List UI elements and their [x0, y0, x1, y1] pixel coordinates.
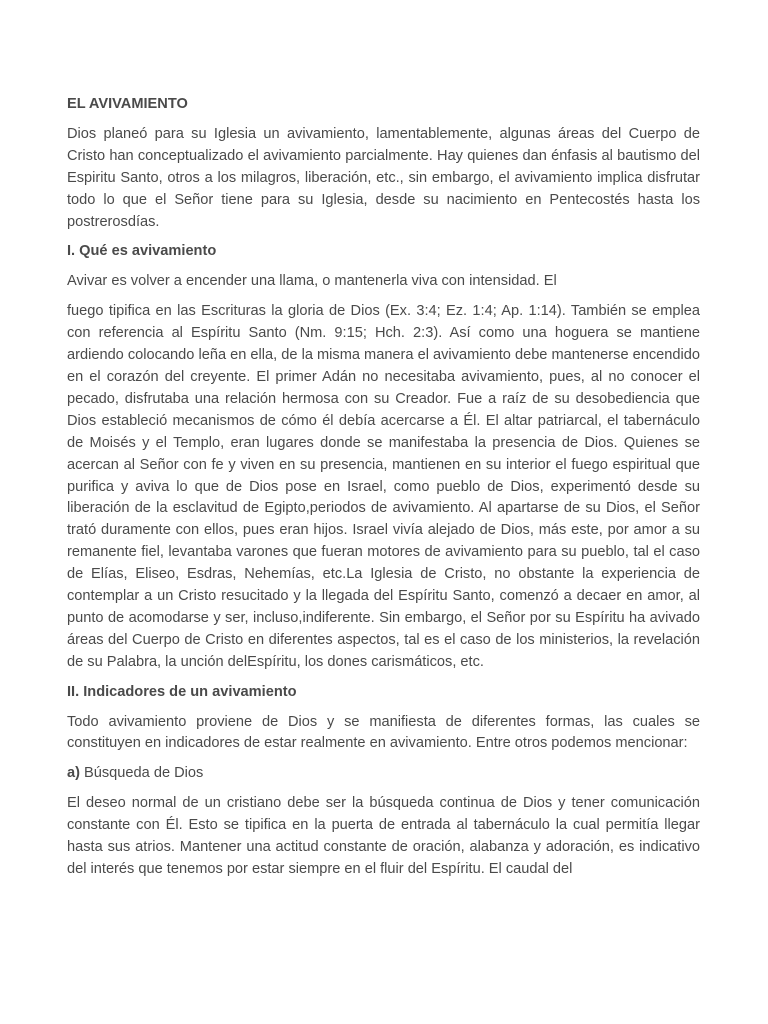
document-title: EL AVIVAMIENTO [67, 96, 188, 112]
section-1-paragraph-1: Avivar es volver a encender una llama, o mantenerla viva con intensidad. El [67, 273, 557, 290]
section-1-paragraph-2: fuego tipifica en las Escrituras la gloria de Dios (Ex. 3:4; Ez. 1:4; Ap. 1:14). También se emplea con referencia al Espíritu Santo (Nm. 9:15; Hch. 2:3). Así como una hoguera se mantiene ardiendo colocando leña en ella, de la misma manera el avivamiento debe mantenerse encendido en el corazón del creyente. El primer Adán no necesitaba avivamiento, pues, al no conocer el pecado, disfrutaba una relación hermosa con su Creador. Fue a raíz de su desobediencia que Dios estableció mecanismos de cómo él debía acercarse a Él. El altar patriarcal, el tabernáculo de Moisés y el Templo, eran lugares donde se manifestaba la presencia de Dios. Quienes se acercan al Señor con fe y viven en su presencia, mantienen en su interior el fuego espiritual que purifica y aviva lo que de Dios pose en Israel, como pueblo de Dios, experimentó desde su liberación de la esclavitud de Egipto,periodos de avivamiento. Al apartarse de su Dios, el Señor trató duramente con ellos, pues eran hijos. Israel vivía alejado de Dios, más este, por amor a su remanente fiel, levantaba varones que fueran motores de avivamiento para su pueblo, tal el caso de Elías, Eliseo, Esdras, Nehemías, etc.La Iglesia de Cristo, no obstante la experiencia de contemplar a un Cristo resucitado y la llegada del Espíritu Santo, comenzó a decaer en amor, al punto de acomodarse y ser, incluso,indiferente. Sin embargo, el Señor por su Espíritu ha avivado áreas del Cuerpo de Cristo en diferentes aspectos, tal es el caso de los ministerios, la revelación de su Palabra, la unción delEspíritu, los dones carismáticos, etc. [67, 303, 700, 670]
section-2-paragraph-1: Todo avivamiento proviene de Dios y se manifiesta de diferentes formas, las cuales se constituyen en indicadores de estar realmente en avivamiento. Entre otros podemos mencionar: [67, 713, 700, 752]
section-1-heading: I. Qué es avivamiento [67, 243, 217, 260]
document-page [67, 94, 700, 889]
subsection-a-label: Búsqueda de Dios [79, 765, 204, 782]
subsection-a-marker: a) [67, 765, 80, 782]
subsection-a-heading [67, 763, 700, 785]
section-2-heading: II. Indicadores de un avivamiento [67, 683, 297, 700]
intro-paragraph: Dios planeó para su Iglesia un avivamiento, lamentablemente, algunas áreas del Cuerpo de Cristo han conceptualizado el avivamiento parcialmente. Hay quienes dan énfasis al bautismo del Espiritu Santo, otros a los milagros, liberación, etc., sin embargo, el avivamiento implica disfrutar todo lo que el Señor tiene para su Iglesia, desde su nacimiento en Pentecostés hasta los postrerosdías. [67, 125, 700, 230]
section-2-paragraph-2: El deseo normal de un cristiano debe ser la búsqueda continua de Dios y tener comunicación constante con Él. Esto se tipifica en la puerta de entrada al tabernáculo la cual permitía llegar hasta sus atrios. Mantener una actitud constante de oración, alabanza y adoración, es indicativo del interés que tenemos por estar siempre en el fluir del Espíritu. El caudal del [67, 795, 700, 877]
